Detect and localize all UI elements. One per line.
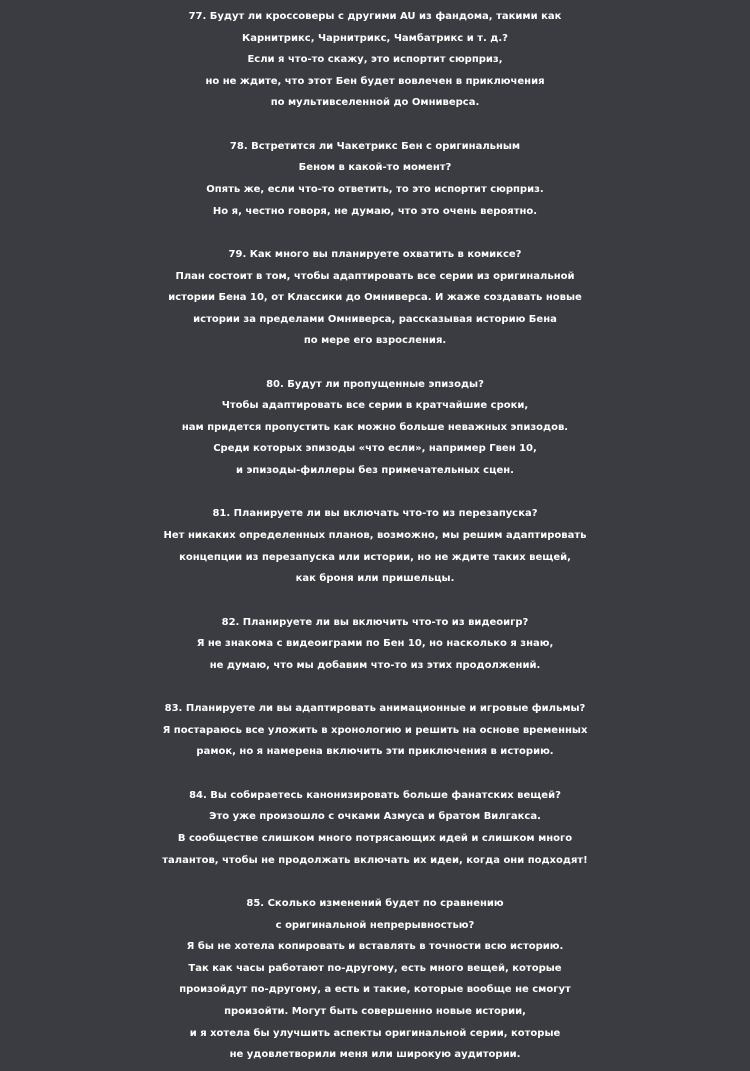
faq-entry-85: [0, 893, 750, 1066]
answer-85-line: Так как часы работают по-другому, есть много вещей, которые: [188, 962, 562, 974]
answer-84-line: Это уже произошло с очками Азмуса и братом Вилгакса.: [209, 811, 541, 823]
answer-79-line: План состоит в том, чтобы адаптировать все серии из оригинальной: [175, 270, 575, 282]
answer-81-line: концепции из перезапуска или истории, но не ждите таких вещей,: [179, 551, 571, 563]
faq-entry-77: [0, 6, 750, 114]
question-82: 82. Планируете ли вы включить что-то из видеоигр?: [221, 616, 529, 628]
question-80: 80. Будут ли пропущенные эпизоды?: [266, 378, 484, 390]
question-85: 85. Сколько изменений будет по сравнению: [246, 897, 504, 909]
faq-entry-82: [0, 612, 750, 677]
answer-80-line: Чтобы адаптировать все серии в кратчайшие сроки,: [221, 400, 529, 412]
faq-entry-80: [0, 374, 750, 482]
question-81: 81. Планируете ли вы включать что-то из перезапуска?: [212, 508, 538, 520]
question-78: 78. Встретится ли Чакетрикс Бен с оригинальным: [229, 140, 521, 152]
answer-77-line: Если я что-то скажу, это испортит сюрприз,: [247, 54, 503, 66]
faq-entry-83: [0, 698, 750, 763]
faq-entry-79: [0, 244, 750, 352]
answer-79-line: истории за пределами Омниверса, рассказывая историю Бена: [193, 313, 557, 325]
answer-82-line: не думаю, что мы добавим что-то из этих продолжений.: [209, 659, 541, 671]
answer-84-line: В сообществе слишком много потрясающих идей и слишком много: [177, 832, 573, 844]
faq-entry-81: [0, 503, 750, 589]
question-77-cont: Карнитрикс, Чарнитрикс, Чамбатрикс и т. д.?: [242, 32, 508, 44]
answer-83-line: рамок, но я намерена включить эти приключения в историю.: [196, 746, 554, 758]
answer-79-line: истории Бена 10, от Классики до Омниверса. И жаже создавать новые: [168, 292, 582, 304]
question-77: 77. Будут ли кроссоверы с другими AU из фандома, такими как: [188, 11, 562, 22]
answer-78-line: Опять же, если что-то ответить, то это испортит сюрприз.: [206, 183, 544, 195]
answer-80-line: нам придется пропустить как можно больше неважных эпизодов.: [181, 421, 569, 433]
answer-81-line: Нет никаких определенных планов, возможно, мы решим адаптировать: [163, 530, 587, 542]
answer-79-line: по мере его взросления.: [303, 335, 447, 347]
answer-77-line: но не ждите, что этот Бен будет вовлечен в приключения: [205, 75, 545, 87]
question-78-cont: Беном в какой-то момент?: [298, 162, 452, 174]
answer-85-line: произойти. Могут быть совершенно новые истории,: [224, 1005, 526, 1017]
answer-80-line: Среди которых эпизоды «что если», например Гвен 10,: [213, 443, 537, 455]
question-84: 84. Вы собираетесь канонизировать больше фанатских вещей?: [189, 789, 561, 801]
faq-entry-84: [0, 785, 750, 871]
answer-85-line: и я хотела бы улучшить аспекты оригинальной серии, которые: [189, 1027, 561, 1039]
answer-84-line: талантов, чтобы не продолжать включать их идеи, когда они подходят!: [162, 854, 588, 866]
answer-78-line: Но я, честно говоря, не думаю, что это очень вероятно.: [212, 205, 538, 217]
answer-81-line: как броня или пришельцы.: [295, 573, 455, 585]
question-85-cont: с оригинальной непрерывностью?: [275, 919, 475, 931]
answer-85-line: произойдут по-другому, а есть и такие, которые вообще не смогут: [179, 984, 571, 996]
question-79: 79. Как много вы планируете охватить в комиксе?: [228, 248, 522, 260]
faq-entry-78: [0, 136, 750, 222]
answer-82-line: Я не знакома с видеоиграми по Бен 10, но насколько я знаю,: [196, 638, 554, 650]
answer-85-line: не удовлетворили меня или широкую аудитории.: [229, 1049, 521, 1061]
answer-80-line: и эпизоды-филлеры без примечательных сцен.: [236, 465, 514, 477]
answer-83-line: Я постараюсь все уложить в хронологию и решить на основе временных: [162, 724, 588, 736]
question-83: 83. Планируете ли вы адаптировать анимационные и игровые фильмы?: [164, 703, 586, 715]
answer-77-line: по мультивселенной до Омниверса.: [270, 97, 480, 109]
answer-85-line: Я бы не хотела копировать и вставлять в точности всю историю.: [186, 941, 564, 953]
